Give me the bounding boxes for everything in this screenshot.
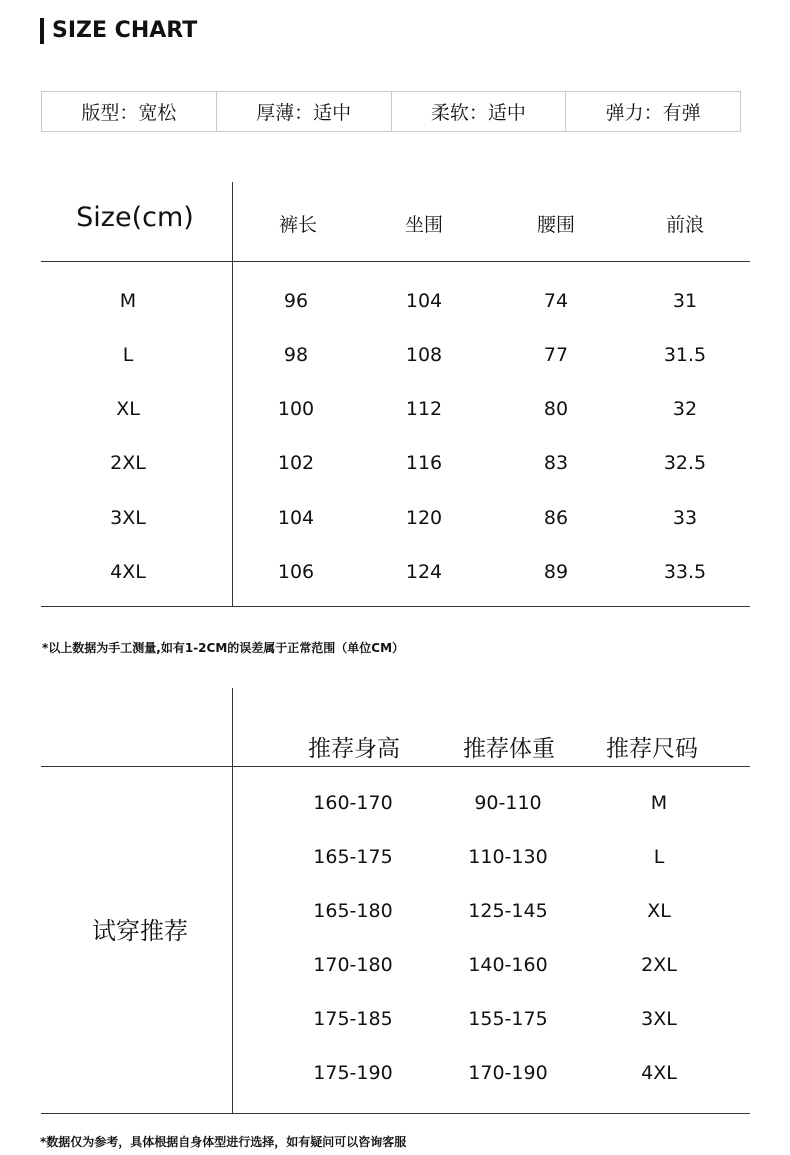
attribute-value: 宽松 [138,102,177,124]
table-cell: 74 [543,290,569,312]
size-label: 3XL [110,507,146,529]
table-cell: 116 [405,452,443,474]
column-header-size: 推荐尺码 [606,736,698,762]
table-cell: 33 [672,507,698,529]
attribute-softness [392,92,567,131]
page-title: SIZE CHART [52,18,198,43]
table-cell: 80 [543,398,569,420]
size-table-note: *以上数据为手工测量,如有1-2CM的误差属于正常范围（单位CM） [42,641,405,655]
table-cell: 4XL [641,1062,677,1084]
table-cell: 120 [405,507,443,529]
size-label: L [122,344,134,366]
table-cell: 33.5 [663,561,707,583]
table-cell: 165-180 [313,900,393,922]
table-cell: 108 [405,344,443,366]
table-cell: 170-190 [468,1062,548,1084]
size-header: Size(cm) [76,202,194,233]
table-cell: 165-175 [313,846,393,868]
size-table-divider [232,182,233,607]
attribute-elasticity [566,92,740,131]
size-label: M [119,290,137,312]
table-cell: 104 [277,507,315,529]
table-cell: 140-160 [468,954,548,976]
table-cell: 125-145 [468,900,548,922]
table-cell: 98 [283,344,309,366]
table-cell: 86 [543,507,569,529]
table-cell: 102 [277,452,315,474]
recommend-table-note: *数据仅为参考，具体根据自身体型进行选择，如有疑问可以咨询客服 [40,1135,407,1149]
column-header-height: 推荐身高 [308,736,400,762]
column-header-hip: 坐围 [404,214,443,236]
size-label: XL [116,398,140,420]
table-cell: 90-110 [474,792,542,814]
table-cell: 32.5 [663,452,707,474]
table-cell: 175-190 [313,1062,393,1084]
fabric-attributes [41,91,741,132]
size-table-header-rule [41,261,750,262]
attribute-fit [42,92,217,131]
attribute-thickness [217,92,392,131]
recommend-table-divider [232,688,233,1114]
size-label: 2XL [110,452,146,474]
table-cell: 106 [277,561,315,583]
table-cell: 96 [283,290,309,312]
attribute-label: 柔软 [430,102,469,124]
size-table-bottom-rule [41,606,750,607]
attribute-value: 适中 [487,102,526,124]
size-label: 4XL [110,561,146,583]
column-header-front-rise: 前浪 [665,214,704,236]
table-cell: 155-175 [468,1008,548,1030]
table-cell: 124 [405,561,443,583]
column-header-weight: 推荐体重 [463,736,555,762]
title-accent-bar [40,18,44,44]
table-cell: 89 [543,561,569,583]
attribute-value: 适中 [313,102,352,124]
table-cell: 170-180 [313,954,393,976]
attribute-label: 版型 [81,102,120,124]
table-cell: 2XL [641,954,677,976]
table-cell: 3XL [641,1008,677,1030]
table-cell: 31.5 [663,344,707,366]
attribute-separator: ： [468,102,488,124]
attribute-label: 厚薄 [256,102,295,124]
table-cell: M [650,792,668,814]
attribute-label: 弹力 [605,102,644,124]
table-cell: 175-185 [313,1008,393,1030]
column-header-length: 裤长 [278,214,317,236]
table-cell: 110-130 [468,846,548,868]
column-header-waist: 腰围 [536,214,575,236]
table-cell: 77 [543,344,569,366]
table-cell: 83 [543,452,569,474]
table-cell: L [653,846,665,868]
table-cell: 100 [277,398,315,420]
table-cell: 112 [405,398,443,420]
table-cell: 31 [672,290,698,312]
attribute-separator: ： [119,102,139,124]
table-cell: 104 [405,290,443,312]
attribute-separator: ： [294,102,314,124]
recommend-table-header-rule [41,766,750,767]
attribute-value: 有弹 [662,102,701,124]
attribute-separator: ： [643,102,663,124]
recommend-table-bottom-rule [41,1113,750,1114]
table-cell: 32 [672,398,698,420]
table-cell: XL [647,900,671,922]
try-on-label: 试穿推荐 [92,917,188,945]
table-cell: 160-170 [313,792,393,814]
